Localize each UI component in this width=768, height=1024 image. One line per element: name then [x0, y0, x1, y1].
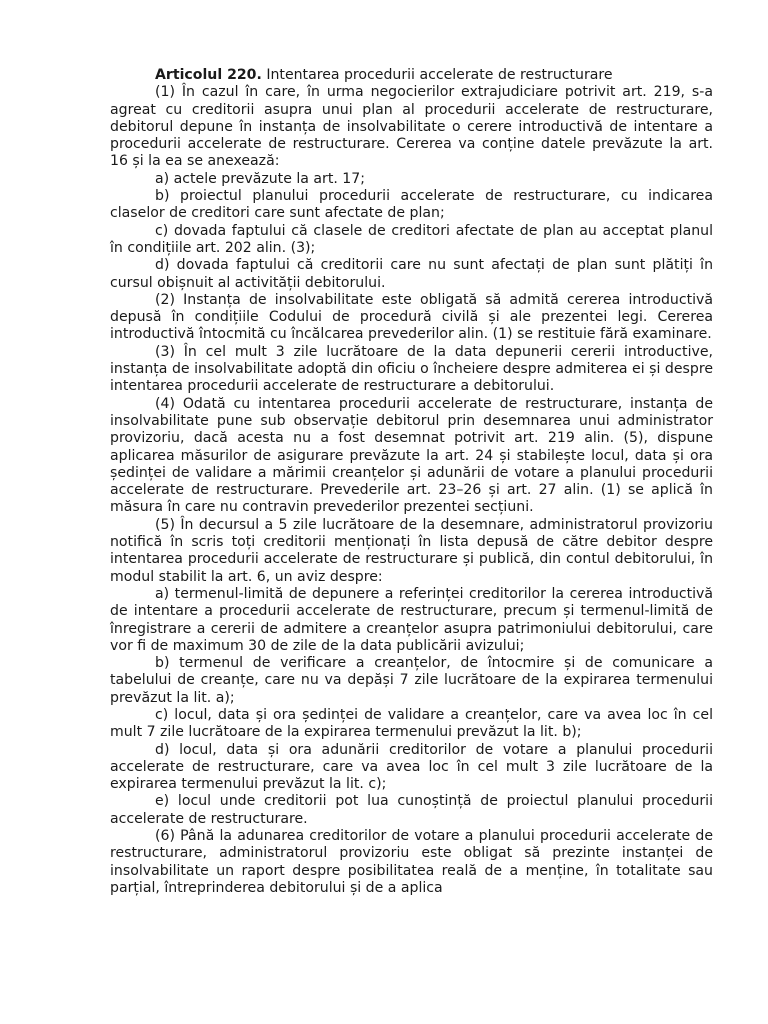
paragraph-1-c: c) dovada faptului că clasele de creditori afectate de plan au acceptat planul în condițiile art. 202 alin. (3);	[110, 222, 713, 256]
document-page	[110, 67, 713, 897]
paragraph-5-e: e) locul unde creditorii pot lua cunoștință de proiectul planului procedurii accelerate de restructurare.	[110, 793, 713, 827]
article-heading	[110, 67, 713, 84]
article-title: Intentarea procedurii accelerate de restructurare	[266, 67, 613, 83]
paragraph-3: (3) În cel mult 3 zile lucrătoare de la data depunerii cererii introductive, instanța de insolvabilitate adoptă din oficiu o încheiere despre admiterea ei și despre intentarea procedurii accelerate de restructurare a debitorului.	[110, 343, 713, 395]
paragraph-5-c: c) locul, data și ora ședinței de validare a creanțelor, care va avea loc în cel mult 7 zile lucrătoare de la expirarea termenului prevăzut la lit. b);	[110, 706, 713, 741]
paragraph-1-b: b) proiectul planului procedurii accelerate de restructurare, cu indicarea claselor de creditori care sunt afectate de plan;	[110, 188, 713, 222]
paragraph-5-d: d) locul, data și ora adunării creditorilor de votare a planului procedurii accelerate de restructurare, care va avea loc în cel mult 3 zile lucrătoare de la expirarea termenului prevăzut la lit. c);	[110, 741, 713, 793]
paragraph-5-b: b) termenul de verificare a creanțelor, de întocmire și de comunicare a tabelului de creanțe, care nu va depăși 7 zile lucrătoare de la expirarea termenului prevăzut la lit. a);	[110, 655, 713, 706]
paragraph-2: (2) Instanța de insolvabilitate este obligată să admită cererea introductivă depusă în condițiile Codului de procedură civilă și ale prezentei legi. Cererea introductivă întocmită cu încălcarea prevederilor alin. (1) se restituie fără examinare.	[110, 291, 713, 343]
paragraph-1: (1) În cazul în care, în urma negocierilor extrajudiciare potrivit art. 219, s-a agreat cu creditorii asupra unui plan al procedurii accelerate de restructurare, debitorul depune în instanța de insolvabilitate o cerere introductivă de intentare a procedurii accelerate de restructurare. Cererea va conține datele prevăzute la art. 16 și la ea se anexează:	[110, 84, 713, 170]
paragraph-6: (6) Până la adunarea creditorilor de votare a planului procedurii accelerate de restructurare, administratorul provizoriu este obligat să prezinte instanței de insolvabilitate un raport despre posibilitatea reală de a menține, în totalitate sau parțial, întreprinderea debitorului și de a aplica	[110, 828, 713, 896]
paragraph-1-a: a) actele prevăzute la art. 17;	[155, 170, 365, 187]
paragraph-5-a: a) termenul-limită de depunere a referinței creditorilor la cererea introductivă de intentare a procedurii accelerate de restructurare, precum și termenul-limită de înregistrare a cererii de admitere a creanțelor asupra patrimoniului debitorului, care vor fi de maximum 30 de zile de la data publicării avizului;	[110, 585, 713, 654]
paragraph-4: (4) Odată cu intentarea procedurii accelerate de restructurare, instanța de insolvabilitate pune sub observație debitorul prin desemnarea unui administrator provizoriu, dacă acesta nu a fost desemnat potrivit art. 219 alin. (5), dispune aplicarea măsurilor de asigurare prevăzute la art. 24 și stabilește locul, data și ora ședinței de validare a mărimii creanțelor și adunării de votare a planului procedurii accelerate de restructurare. Prevederile art. 23–26 și art. 27 alin. (1) se aplică în măsura în care nu contravin prevederilor prezentei secțiuni.	[110, 395, 713, 516]
paragraph-1-d: d) dovada faptului că creditorii care nu sunt afectați de plan sunt plătiți în cursul obișnuit al activității debitorului.	[110, 257, 713, 291]
paragraph-5: (5) În decursul a 5 zile lucrătoare de la desemnare, administratorul provizoriu notifică în scris toți creditorii menționați în lista depusă de către debitor despre intentarea procedurii accelerate de restructurare și publică, din contul debitorului, în modul stabilit la art. 6, un aviz despre:	[110, 516, 713, 585]
article-number: Articolul 220.	[155, 67, 262, 83]
